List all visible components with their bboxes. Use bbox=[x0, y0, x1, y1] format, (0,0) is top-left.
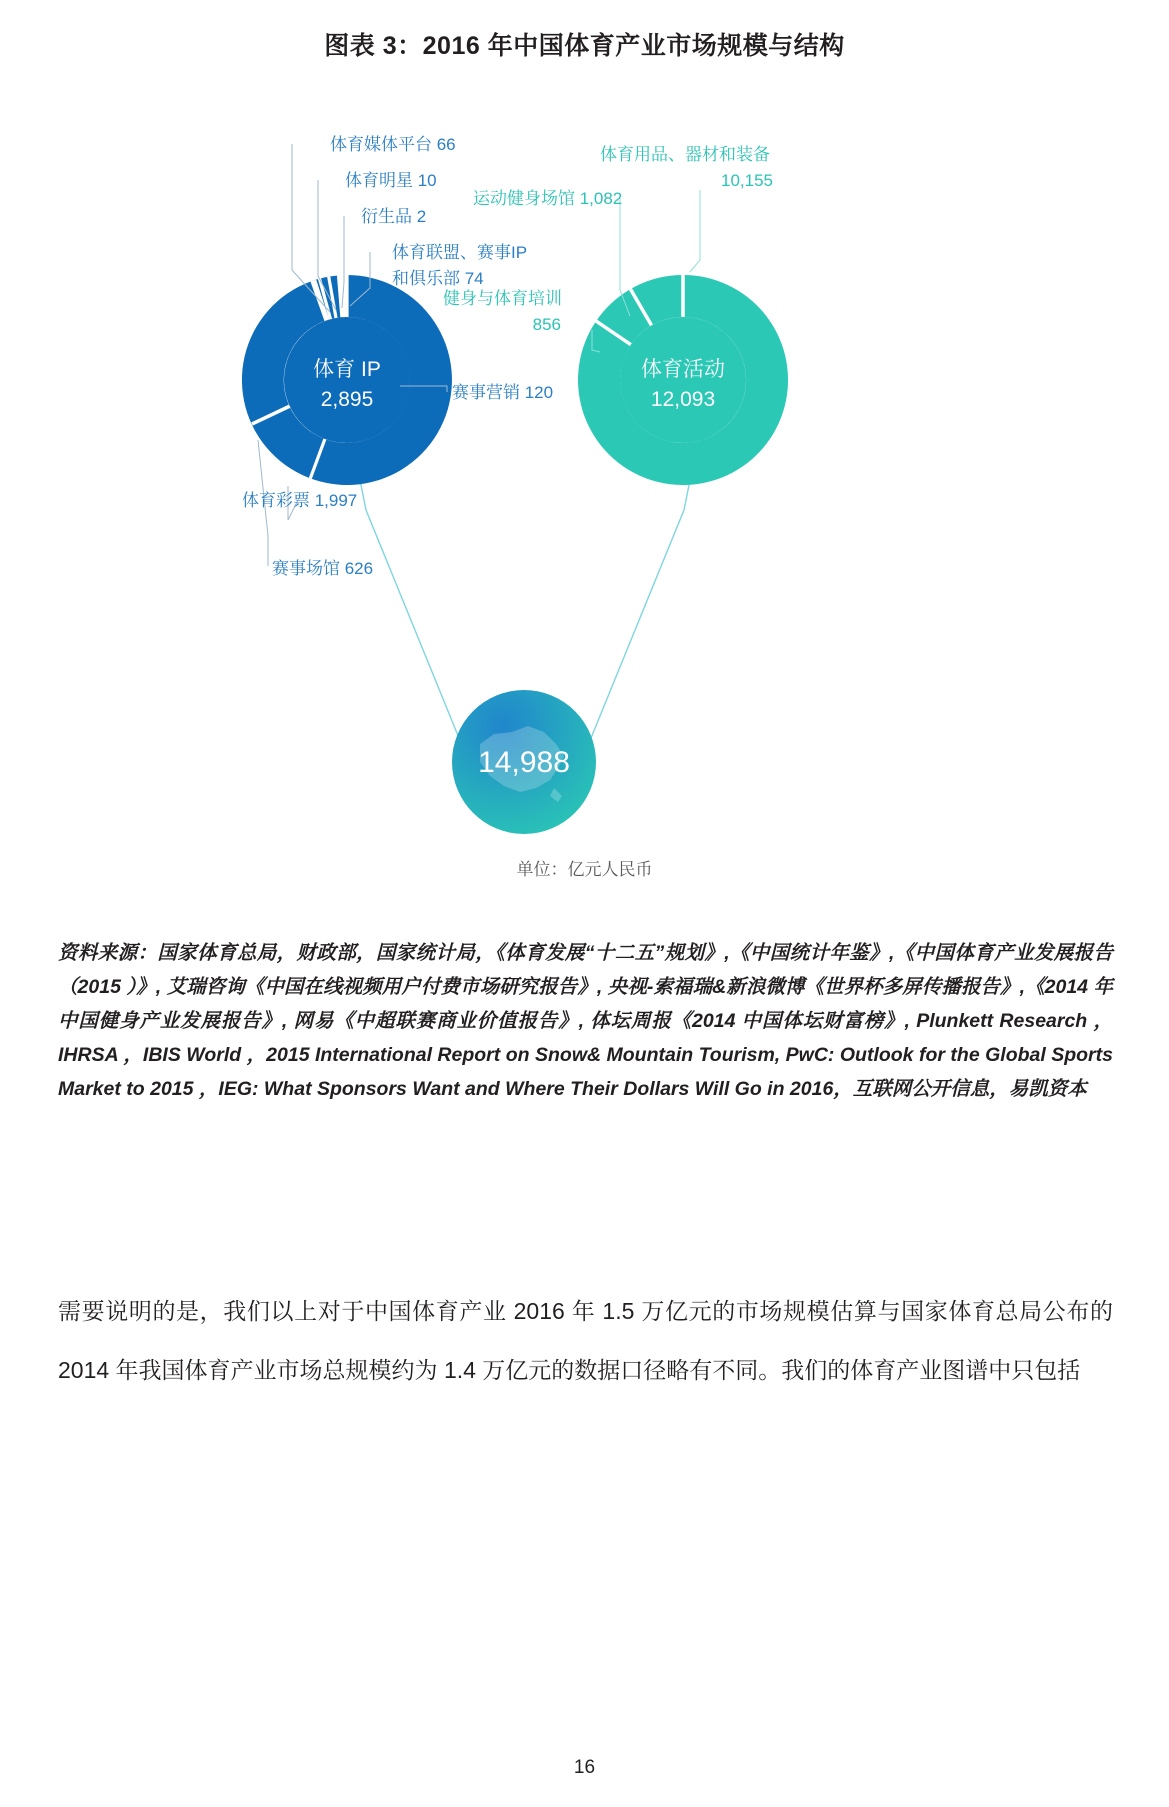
label-event-marketing: 赛事营销 120 bbox=[452, 383, 554, 402]
label-league-ip-line1: 体育联盟、赛事IP bbox=[392, 243, 528, 262]
label-event-venues: 赛事场馆 626 bbox=[272, 559, 374, 578]
page-number: 16 bbox=[573, 1757, 596, 1778]
label-goods-line1: 体育用品、器材和装备 bbox=[600, 145, 770, 164]
label-sports-star: 体育明星 10 bbox=[345, 171, 437, 190]
donut-ip-center-value: 2,895 bbox=[320, 388, 374, 411]
total-circle bbox=[452, 690, 596, 834]
label-league-ip-line2: 和俱乐部 74 bbox=[392, 269, 484, 288]
donut-sports-activity bbox=[578, 275, 788, 485]
label-training-line1: 健身与体育培训 bbox=[443, 289, 562, 308]
label-fitness-venues: 运动健身场馆 1,082 bbox=[473, 189, 623, 208]
label-media-platform: 体育媒体平台 66 bbox=[330, 135, 456, 154]
chart-figure bbox=[0, 90, 1169, 900]
page-title: 图表 3：2016 年中国体育产业市场规模与结构 bbox=[324, 32, 845, 60]
donut-sports-ip bbox=[242, 275, 452, 485]
total-value: 14,988 bbox=[478, 746, 570, 779]
source-note: 资料来源：国家体育总局，财政部，国家统计局，《体育发展“十二五”规划》,《中国统计年鉴》,《中国体育产业发展报告（2015 ）》, 艾瑞咨询《中国在线视频用户付费市场研究报告》, 央视-索福瑞&新浪微博《世界杯多屏传播报告》,《2014 年中国健身产业发展报告》, 网易《中超联赛商业价值报告》, 体坛周报《2014 中国体坛财富榜》, Plunkett Research ，IHRSA ，IBIS World ，2015 International Report on Snow& Mountain Tourism, PwC: Outlook for the Global Sports Market to 2015 ，IEG: What Sponsors Want and Where Their Dollars Will Go in 2016，互联网公开信息，易凯资本 bbox=[58, 942, 1113, 1100]
label-sports-lottery: 体育彩票 1,997 bbox=[242, 491, 358, 510]
body-paragraph: 需要说明的是，我们以上对于中国体育产业 2016 年 1.5 万亿元的市场规模估算与国家体育总局公布的 2014 年我国体育产业市场总规模约为 1.4 万亿元的数据口径略有不同。我们的体育产业图谱中只包括 bbox=[58, 1298, 1113, 1383]
label-derivatives: 衍生品 2 bbox=[361, 207, 427, 226]
label-goods-line2: 10,155 bbox=[721, 171, 773, 190]
donut-activity-center-label: 体育活动 bbox=[641, 358, 725, 381]
donut-activity-center-value: 12,093 bbox=[650, 388, 716, 411]
donut-ip-center-label: 体育 IP bbox=[313, 358, 381, 381]
unit-label: 单位：亿元人民币 bbox=[516, 860, 653, 879]
label-training-line2: 856 bbox=[532, 315, 561, 334]
